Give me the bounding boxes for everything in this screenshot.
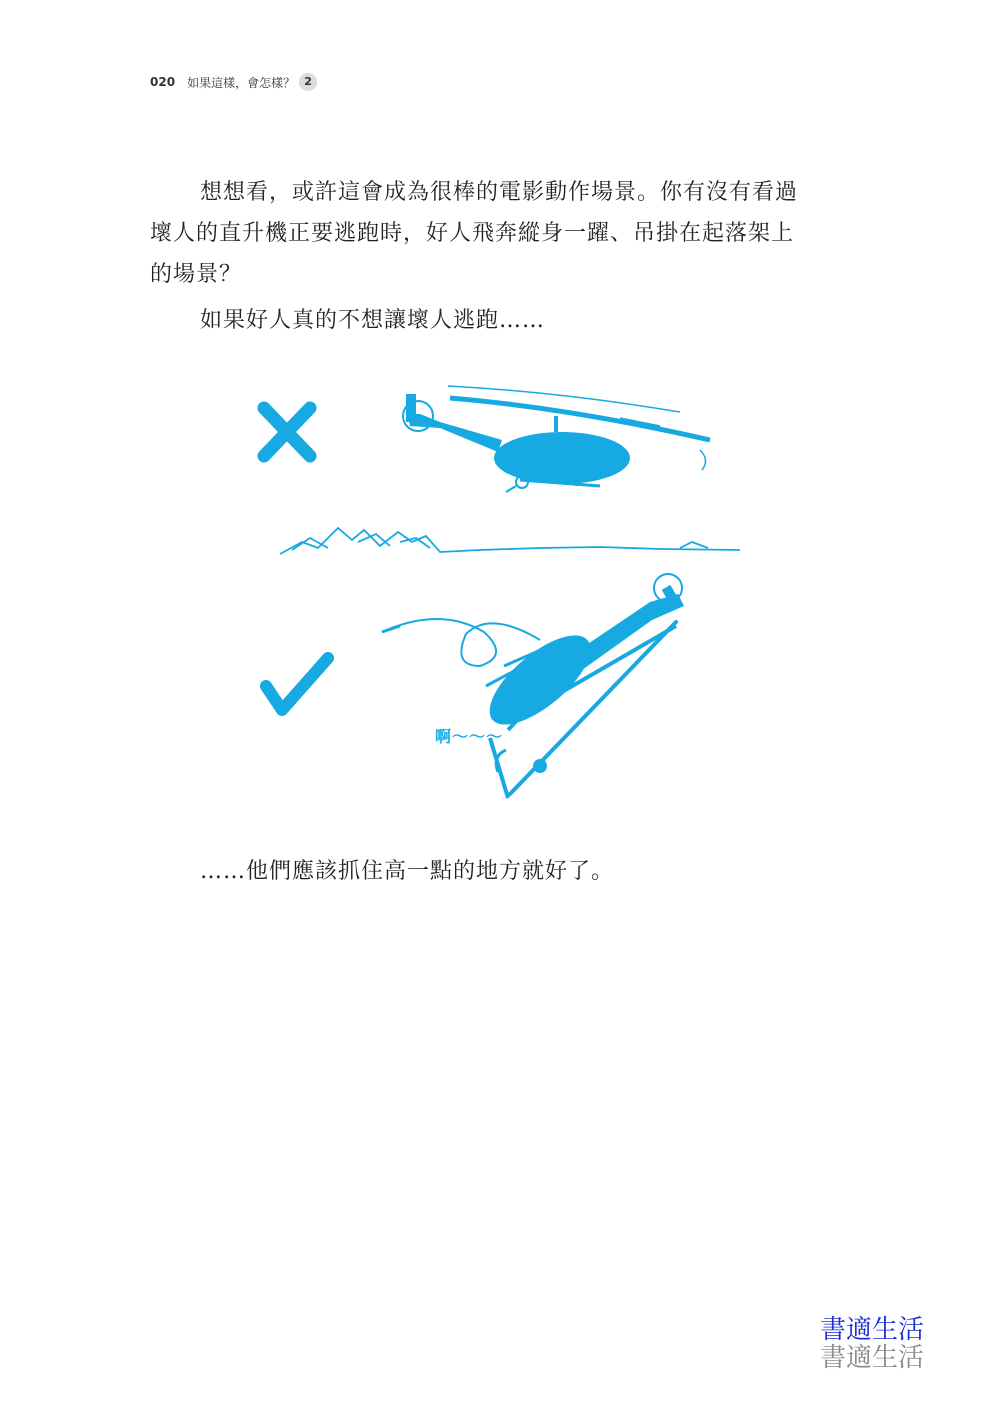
paragraph-helicopter-scene — [150, 172, 862, 295]
mountain-range — [280, 528, 740, 554]
running-header — [150, 72, 317, 92]
wrong-x-icon — [264, 408, 310, 456]
paragraph-line: 如果好人真的不想讓壞人逃跑…… — [200, 308, 546, 333]
correct-check-icon — [266, 658, 328, 710]
watermark — [820, 1316, 924, 1372]
paragraph-line: ……他們應該抓住高一點的地方就好了。 — [200, 859, 615, 884]
volume-badge: 2 — [299, 73, 317, 91]
page-number: 020 — [150, 75, 176, 89]
jump-trajectory — [382, 619, 540, 666]
watermark-line: 書適生活 — [820, 1315, 925, 1345]
paragraph-line: 想想看，或許這會成為很棒的電影動作場景。你有沒有看過 — [200, 180, 799, 205]
helicopter-lower — [476, 574, 684, 798]
book-title: 如果這樣，會怎樣？ — [187, 75, 296, 90]
helicopter-upper — [403, 386, 710, 492]
scream-label: 啊～～～ — [435, 727, 504, 746]
paragraph-conclusion — [150, 851, 862, 892]
paragraph-line: 的場景？ — [150, 262, 243, 287]
watermark-line: 書適生活 — [820, 1343, 925, 1373]
paragraph-good-guy — [150, 300, 862, 341]
paragraph-line: 壞人的直升機正要逃跑時，好人飛奔縱身一躍、吊掛在起落架上 — [150, 221, 795, 246]
